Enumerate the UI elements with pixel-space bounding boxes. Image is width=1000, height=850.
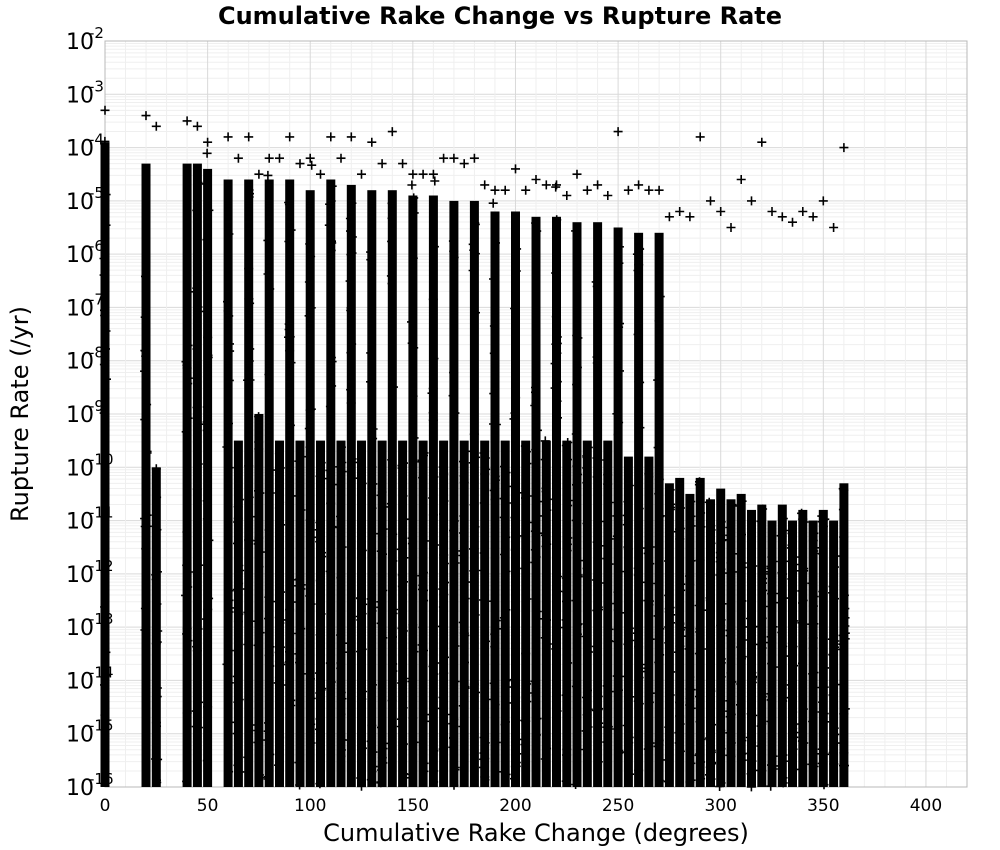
data-point — [439, 154, 448, 163]
x-axis-ticks — [100, 796, 943, 816]
data-band — [655, 233, 664, 787]
y-tick-base: 10 — [66, 456, 94, 482]
data-point — [696, 132, 705, 141]
data-band — [603, 441, 612, 787]
y-tick-base: 10 — [66, 30, 94, 55]
data-point — [788, 218, 797, 227]
data-point — [234, 154, 243, 163]
data-point — [142, 111, 151, 120]
data-point — [552, 180, 561, 189]
y-tick-base: 10 — [66, 722, 94, 748]
data-band — [429, 196, 438, 788]
y-tick-exponent: -11 — [89, 503, 114, 522]
data-point — [819, 196, 828, 205]
data-band — [593, 222, 602, 787]
x-tick-label: 50 — [196, 796, 219, 816]
data-band — [326, 180, 335, 788]
x-tick-label: 0 — [99, 796, 111, 816]
x-tick-label: 250 — [601, 796, 635, 816]
y-tick-base: 10 — [66, 616, 94, 642]
data-band — [408, 196, 417, 788]
data-band — [809, 521, 818, 787]
data-point — [388, 127, 397, 136]
data-point — [316, 170, 325, 179]
data-point — [583, 186, 592, 195]
data-band — [193, 164, 202, 787]
y-tick-exponent: -7 — [89, 290, 104, 309]
data-point — [757, 138, 766, 147]
y-tick-exponent: -5 — [89, 183, 104, 202]
data-band — [644, 457, 653, 787]
data-band — [142, 164, 151, 787]
data-point — [367, 138, 376, 147]
y-tick-exponent: -16 — [89, 770, 114, 788]
y-tick-base: 10 — [66, 136, 94, 162]
y-tick-base: 10 — [66, 562, 94, 588]
y-tick-label — [66, 344, 104, 375]
y-tick-label — [66, 290, 104, 321]
data-point — [809, 212, 818, 221]
y-tick-exponent: -15 — [89, 716, 114, 735]
data-band — [583, 441, 592, 787]
data-point — [193, 122, 202, 131]
data-point — [511, 164, 520, 173]
data-band — [285, 180, 294, 788]
y-tick-exponent: -2 — [89, 24, 104, 42]
data-point — [624, 186, 633, 195]
data-point — [839, 143, 848, 152]
data-point — [737, 175, 746, 184]
data-point — [306, 154, 315, 163]
data-point — [665, 212, 674, 221]
data-band — [296, 441, 305, 787]
data-point — [254, 170, 263, 179]
data-point — [480, 180, 489, 189]
data-band — [265, 180, 274, 788]
data-point — [829, 223, 838, 232]
data-point — [408, 170, 417, 179]
data-point — [152, 122, 161, 131]
data-point — [326, 132, 335, 141]
data-band — [573, 222, 582, 787]
y-tick-exponent: -4 — [89, 130, 104, 149]
y-tick-base: 10 — [66, 403, 94, 428]
data-point — [532, 175, 541, 184]
y-tick-base: 10 — [66, 83, 94, 109]
data-point — [285, 132, 294, 141]
data-point — [296, 159, 305, 168]
y-tick-exponent: -13 — [89, 610, 114, 629]
y-tick-exponent: -3 — [89, 77, 104, 96]
data-point — [224, 132, 233, 141]
data-band — [460, 441, 469, 787]
data-point — [203, 138, 212, 147]
data-band — [367, 190, 376, 787]
y-tick-base: 10 — [66, 243, 94, 269]
data-band — [203, 169, 212, 787]
y-tick-exponent: -6 — [89, 237, 104, 256]
x-axis-label: Cumulative Rake Change (degrees) — [323, 819, 749, 847]
chart-title: Cumulative Rake Change vs Rupture Rate — [217, 2, 783, 30]
data-point — [655, 186, 664, 195]
data-point — [263, 171, 272, 180]
data-point — [101, 106, 110, 115]
data-point — [573, 170, 582, 179]
data-point — [460, 159, 469, 168]
data-band — [419, 441, 428, 787]
data-point — [593, 180, 602, 189]
y-tick-exponent: -10 — [89, 450, 114, 469]
y-tick-base: 10 — [66, 296, 94, 322]
data-point — [398, 159, 407, 168]
data-band — [449, 201, 458, 787]
y-tick-base: 10 — [66, 776, 94, 801]
data-band — [347, 185, 356, 787]
data-point — [716, 207, 725, 216]
data-point — [685, 212, 694, 221]
y-tick-exponent: -14 — [89, 663, 114, 682]
y-tick-label — [66, 131, 104, 162]
data-point — [562, 191, 571, 200]
x-tick-label: 100 — [294, 796, 327, 816]
data-point — [337, 154, 346, 163]
y-tick-base: 10 — [66, 349, 94, 375]
x-tick-label: 150 — [396, 796, 430, 816]
data-band — [470, 201, 479, 787]
data-band — [439, 441, 448, 787]
x-tick-label: 400 — [909, 796, 943, 816]
data-point — [706, 196, 715, 205]
data-point — [275, 154, 284, 163]
data-point — [614, 127, 623, 136]
x-tick-label: 300 — [704, 796, 737, 816]
data-point — [644, 186, 653, 195]
x-tick-label: 350 — [807, 796, 840, 816]
data-point — [798, 207, 807, 216]
data-point — [778, 212, 787, 221]
data-band — [532, 217, 541, 787]
y-tick-label — [66, 77, 104, 108]
data-band — [665, 483, 674, 787]
data-point — [470, 154, 479, 163]
data-point — [603, 191, 612, 200]
y-tick-base: 10 — [66, 189, 94, 215]
data-point — [244, 132, 253, 141]
y-tick-label — [66, 184, 104, 215]
data-point — [491, 186, 500, 195]
y-tick-exponent: -9 — [89, 397, 104, 415]
y-axis-label: Rupture Rate (/yr) — [6, 306, 34, 522]
data-point — [521, 186, 530, 195]
y-tick-base: 10 — [66, 669, 94, 695]
data-point — [768, 207, 777, 216]
data-band — [183, 164, 192, 787]
data-band — [224, 180, 233, 788]
data-point — [347, 132, 356, 141]
data-point — [727, 223, 736, 232]
data-point — [378, 159, 387, 168]
data-point — [501, 186, 510, 195]
data-point — [449, 154, 458, 163]
y-tick-exponent: -12 — [89, 556, 114, 575]
data-band — [562, 441, 571, 787]
data-point — [265, 154, 274, 163]
data-band — [685, 494, 694, 787]
y-tick-exponent: -8 — [89, 343, 104, 362]
y-tick-label — [66, 237, 104, 268]
data-point — [430, 177, 439, 186]
data-point — [183, 116, 192, 125]
y-tick-label — [66, 397, 104, 428]
data-band — [306, 190, 315, 787]
y-tick-label — [66, 24, 104, 55]
data-point — [675, 207, 684, 216]
data-band — [716, 489, 725, 787]
data-band — [614, 228, 623, 788]
data-point — [429, 170, 438, 179]
data-point — [634, 180, 643, 189]
data-point — [747, 196, 756, 205]
data-point — [407, 181, 416, 190]
data-point — [542, 180, 551, 189]
data-point — [419, 170, 428, 179]
data-point — [357, 170, 366, 179]
x-tick-label: 200 — [499, 796, 532, 816]
y-tick-base: 10 — [66, 509, 94, 535]
data-band — [152, 467, 161, 787]
data-band — [337, 441, 346, 787]
